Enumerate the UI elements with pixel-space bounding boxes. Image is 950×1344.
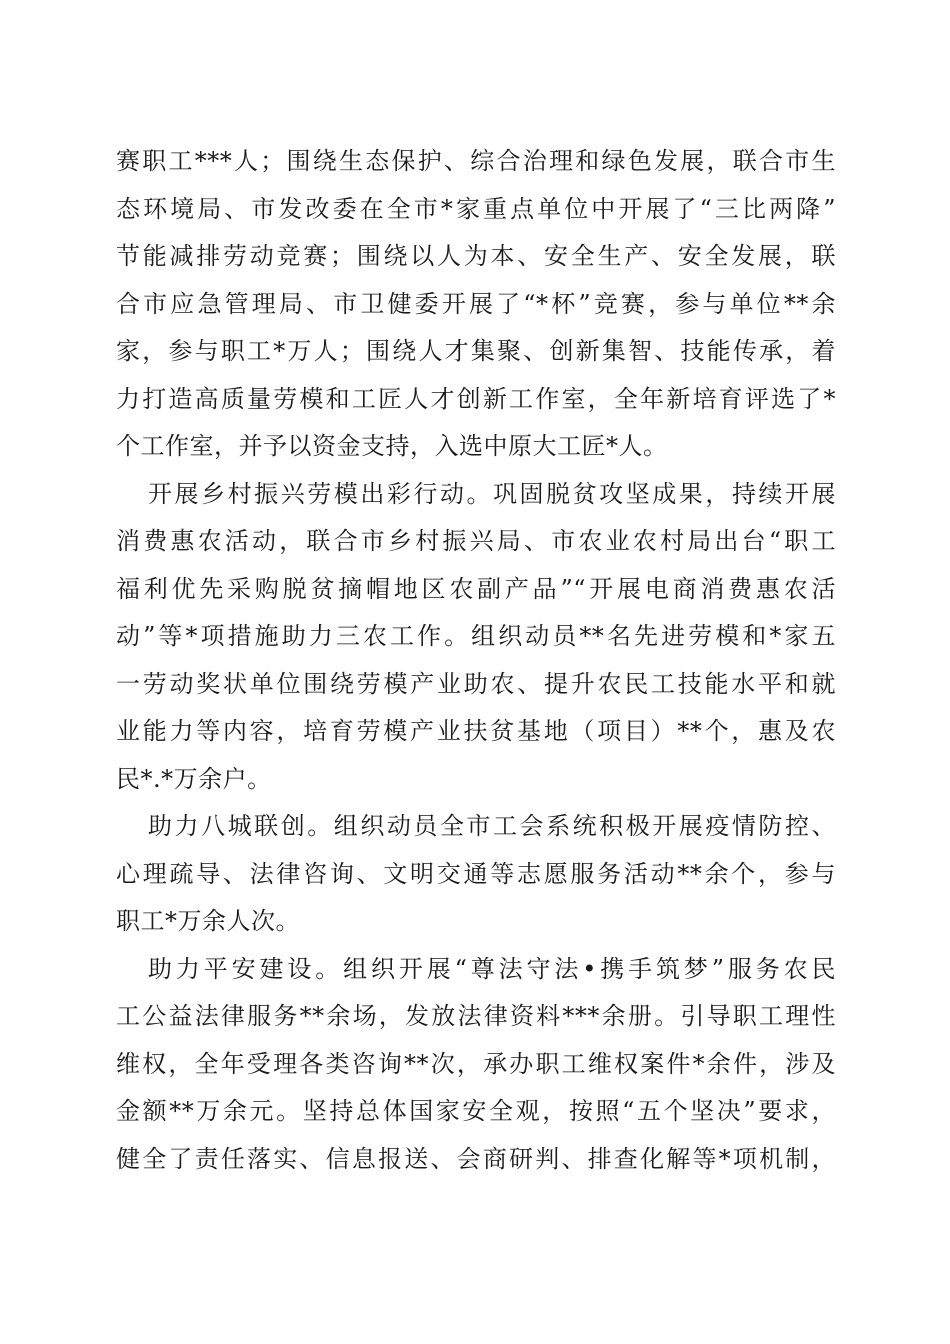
text-line: 金额**万余元。坚持总体国家安全观，按照“五个坚决”要求，: [116, 1097, 836, 1125]
text-line: 节能减排劳动竞赛；围绕以人为本、安全生产、安全发展，联: [116, 242, 836, 270]
paragraph-eight-cities: [116, 803, 836, 946]
text-line: 工公益法律服务**余场，发放法律资料***余册。引导职工理性: [116, 1002, 836, 1030]
text-line: 维权，全年受理各类咨询**次，承办职工维权案件*余件，涉及: [116, 1049, 836, 1078]
text-line: 合市应急管理局、市卫健委开展了“*杯”竞赛，参与单位**余: [116, 289, 836, 318]
text-line: 消费惠农活动，联合市乡村振兴局、市农业农村局出台“职工: [116, 527, 836, 555]
text-line: 业能力等内容，培育劳模产业扶贫基地（项目）**个，惠及农: [116, 717, 836, 745]
text-line: 心理疏导、法律咨询、文明交通等志愿服务活动**余个，参与: [116, 859, 836, 888]
text-line: 助力八城联创。组织动员全市工会系统积极开展疫情防控、: [148, 812, 836, 840]
paragraph-safety-construction: [116, 946, 836, 1184]
text-line: 开展乡村振兴劳模出彩行动。巩固脱贫攻坚成果，持续开展: [148, 479, 836, 508]
text-line: 一劳动奖状单位围绕劳模产业助农、提升农民工技能水平和就: [116, 669, 836, 698]
text-line: 力打造高质量劳模和工匠人才创新工作室，全年新培育评选了*: [116, 384, 836, 413]
text-line: 健全了责任落实、信息报送、会商研判、排查化解等*项机制，: [116, 1144, 836, 1173]
text-line: 赛职工***人；围绕生态保护、综合治理和绿色发展，联合市生: [116, 147, 836, 175]
paragraph-rural-revitalization: [116, 471, 836, 804]
text-line: 个工作室，并予以资金支持，入选中原大工匠*人。: [116, 432, 668, 460]
text-line: 家，参与职工*万人；围绕人才集聚、创新集智、技能传承，着: [116, 337, 836, 365]
document-body: [116, 138, 836, 1183]
text-line: 民*.*万余户。: [116, 764, 272, 793]
text-line: 助力平安建设。组织开展“尊法守法•携手筑梦”服务农民: [148, 954, 836, 983]
text-line: 职工*万余人次。: [116, 907, 300, 935]
text-line: 态环境局、市发改委在全市*家重点单位中开展了“三比两降”: [116, 194, 836, 223]
text-line: 福利优先采购脱贫摘帽地区农副产品”“开展电商消费惠农活: [116, 574, 836, 603]
paragraph-continued: [116, 138, 836, 471]
text-line: 动”等*项措施助力三农工作。组织动员**名先进劳模和*家五: [116, 622, 836, 650]
